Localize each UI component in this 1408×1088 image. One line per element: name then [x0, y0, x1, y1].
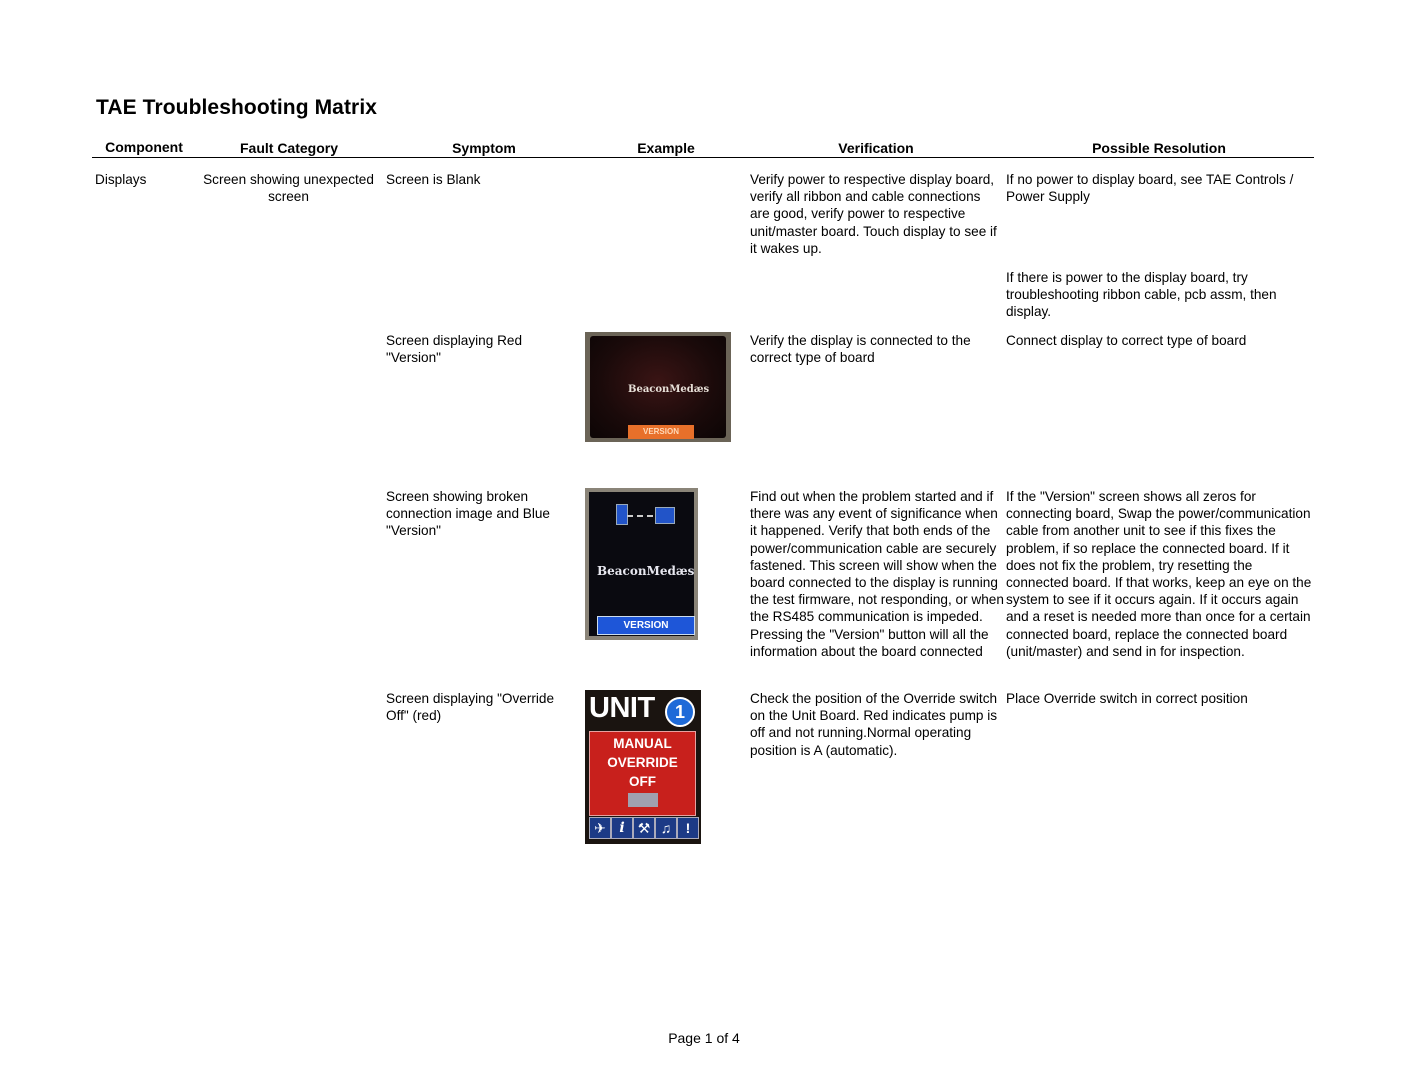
- override-panel: [589, 731, 696, 816]
- header-rule: [92, 157, 1314, 158]
- row1-resolution: If no power to display board, see TAE Controls / Power Supply: [1006, 172, 1294, 205]
- broken-link-icon: [627, 515, 653, 517]
- override-line-off: OFF: [629, 774, 656, 789]
- logo-icon: ✈: [589, 817, 611, 839]
- row4-symptom: Screen displaying "Override Off" (red): [386, 691, 555, 724]
- row1-verification: Verify power to respective display board, verify all ribbon and cable connections are good, verify power to respective unit/master board. Touch display to see if it wakes up.: [750, 172, 997, 256]
- header-component: Component: [105, 139, 183, 155]
- example-red-version-screen: [585, 332, 731, 442]
- override-line-override: OVERRIDE: [607, 755, 678, 770]
- row2-symptom: Screen displaying Red "Version": [386, 333, 523, 366]
- row1-component: Displays: [95, 172, 147, 187]
- header-possible-resolution: Possible Resolution: [1092, 140, 1226, 156]
- row1-resolution-extra: If there is power to the display board, try troubleshooting ribbon cable, pcb assm, then display.: [1006, 270, 1277, 320]
- page-title: TAE Troubleshooting Matrix: [96, 96, 378, 119]
- page-footer: Page 1 of 4: [668, 1030, 740, 1046]
- switch-icon: [628, 793, 658, 807]
- header-example: Example: [637, 140, 695, 156]
- override-line-manual: MANUAL: [613, 736, 672, 751]
- example-override-off-screen: [585, 690, 701, 844]
- row1-fault-category: Screen showing unexpected screen: [203, 172, 374, 205]
- alert-icon: !: [677, 817, 699, 839]
- row4-verification: Check the position of the Override switch on the Unit Board. Red indicates pump is off and not running.Normal operating position is A (automatic).: [750, 691, 998, 758]
- row3-symptom: Screen showing broken connection image and Blue "Version": [386, 489, 550, 539]
- header-verification: Verification: [838, 140, 914, 156]
- bell-icon: ♫: [655, 817, 677, 839]
- row1-symptom: Screen is Blank: [386, 172, 481, 187]
- connection-right-icon: [655, 507, 675, 524]
- wrench-icon: ⚒: [633, 817, 655, 839]
- unit-number-badge: 1: [665, 697, 695, 727]
- info-icon: i: [611, 817, 633, 839]
- header-symptom: Symptom: [452, 140, 516, 156]
- red-version-button: VERSION: [628, 425, 694, 439]
- example-blue-version-screen: [585, 488, 698, 640]
- blue-version-button: VERSION: [597, 616, 695, 635]
- row2-verification: Verify the display is connected to the correct type of board: [750, 333, 971, 366]
- row3-resolution: If the "Version" screen shows all zeros for connecting board, Swap the power/communication cable from another unit to see if this fixes the problem, if so replace the connected board. If it does not fix the problem, try resetting the connected board. If that works, keep an eye on the system to see if it occurs again. If it occurs again and a reset is needed more than once for a certain connected board, replace the connected board (unit/master) and send in for inspection.: [1006, 489, 1312, 659]
- screen-icon-bar: [587, 816, 697, 838]
- unit-label: UNIT: [589, 692, 655, 724]
- header-fault-category: Fault Category: [239, 140, 338, 156]
- beaconmedaes-logo: BeaconMedæs: [628, 384, 710, 395]
- row3-verification: Find out when the problem started and if there was any event of significance when it happened. Verify that both ends of the power/communication cable are securely fastened. This screen will show when the board connected to the display is running the test firmware, not responding, or when the RS485 communication is impeded. Pressing the "Version" button will all the information about the board connected: [750, 489, 1004, 659]
- row2-resolution: Connect display to correct type of board: [1006, 333, 1247, 348]
- beaconmedaes-logo: BeaconMedæs: [597, 564, 695, 578]
- row4-resolution: Place Override switch in correct position: [1006, 691, 1248, 706]
